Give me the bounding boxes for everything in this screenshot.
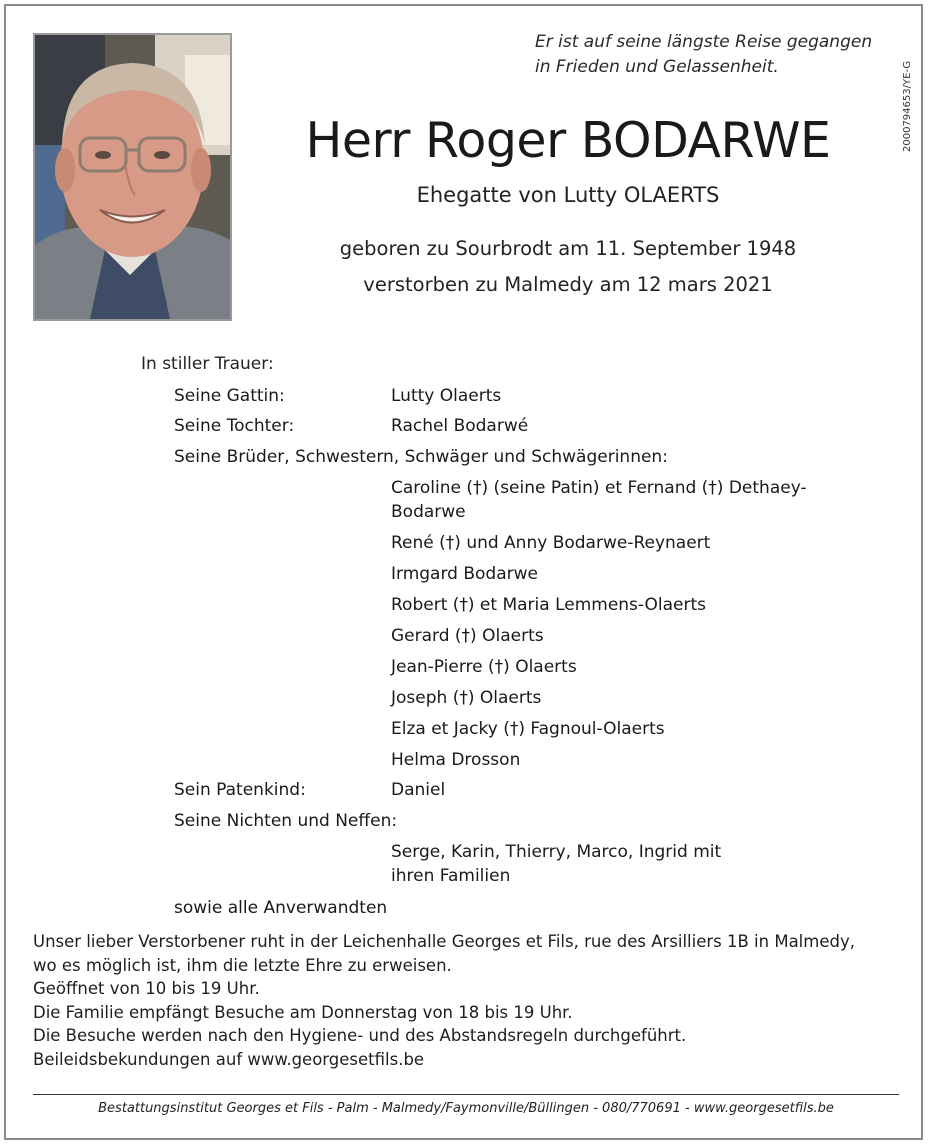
sibling-entry: Jean-Pierre (†) Olaerts bbox=[391, 657, 577, 677]
funeral-home-footer: Bestattungsinstitut Georges et Fils - Palm - Malmedy/Faymonville/Büllingen - 080/770691 - www.georgesetfils.be bbox=[98, 1101, 834, 1116]
daughter-label: Seine Tochter: bbox=[174, 416, 295, 436]
nephews-names: Serge, Karin, Thierry, Marco, Ingrid mit ihren Familien bbox=[391, 842, 722, 886]
info-line: Die Familie empfängt Besuche am Donnerstag von 18 bis 19 Uhr. bbox=[33, 1002, 573, 1022]
siblings-label: Seine Brüder, Schwestern, Schwäger und Schwägerinnen: bbox=[174, 447, 668, 467]
birth-line: geboren zu Sourbrodt am 11. September 1948 bbox=[339, 237, 797, 260]
quote-line-2: in Frieden und Gelassenheit. bbox=[535, 57, 779, 77]
sibling-entry: Caroline (†) (seine Patin) et Fernand (†) Dethaey-Bodarwe bbox=[391, 478, 807, 522]
portrait-photo bbox=[33, 33, 232, 321]
sibling-entry: Elza et Jacky (†) Fagnoul-Olaerts bbox=[391, 719, 665, 739]
death-line: verstorben zu Malmedy am 12 mars 2021 bbox=[363, 273, 773, 296]
info-line: Beileidsbekundungen auf www.georgesetfils.be bbox=[33, 1049, 425, 1069]
godchild-name: Daniel bbox=[391, 780, 446, 800]
sibling-entry: Irmgard Bodarwe bbox=[391, 564, 538, 584]
memorial-quote bbox=[535, 30, 905, 80]
info-line: Unser lieber Verstorbener ruht in der Leichenhalle Georges et Fils, rue des Arsilliers 1B in Malmedy, bbox=[33, 932, 855, 951]
footer-divider bbox=[33, 1094, 899, 1095]
info-line: wo es möglich ist, ihm die letzte Ehre zu erweisen. bbox=[33, 955, 452, 975]
relatives-closing: sowie alle Anverwandten bbox=[174, 898, 388, 918]
quote-line-1: Er ist auf seine längste Reise gegangen bbox=[535, 32, 873, 52]
wife-name: Lutty Olaerts bbox=[391, 386, 502, 406]
godchild-label: Sein Patenkind: bbox=[174, 780, 306, 800]
daughter-name: Rachel Bodarwé bbox=[391, 416, 529, 436]
sibling-entry: Gerard (†) Olaerts bbox=[391, 626, 544, 646]
spouse-line: Ehegatte von Lutty OLAERTS bbox=[416, 183, 720, 207]
sibling-entry: René (†) und Anny Bodarwe-Reynaert bbox=[391, 533, 711, 553]
info-line: Geöffnet von 10 bis 19 Uhr. bbox=[33, 979, 260, 998]
life-dates bbox=[240, 231, 896, 303]
reference-code: 2000794653/YE-G bbox=[902, 60, 913, 152]
nephews-label: Seine Nichten und Neffen: bbox=[174, 811, 398, 831]
sibling-entry: Joseph (†) Olaerts bbox=[391, 688, 542, 708]
mourning-intro: In stiller Trauer: bbox=[141, 354, 274, 374]
info-line: Die Besuche werden nach den Hygiene- und des Abstandsregeln durchgeführt. bbox=[33, 1026, 687, 1045]
deceased-name: Herr Roger BODARWE bbox=[305, 112, 831, 169]
sibling-entry: Helma Drosson bbox=[391, 750, 521, 770]
wife-label: Seine Gattin: bbox=[174, 386, 285, 406]
sibling-entry: Robert (†) et Maria Lemmens-Olaerts bbox=[391, 595, 707, 615]
visitation-info bbox=[33, 930, 903, 1071]
